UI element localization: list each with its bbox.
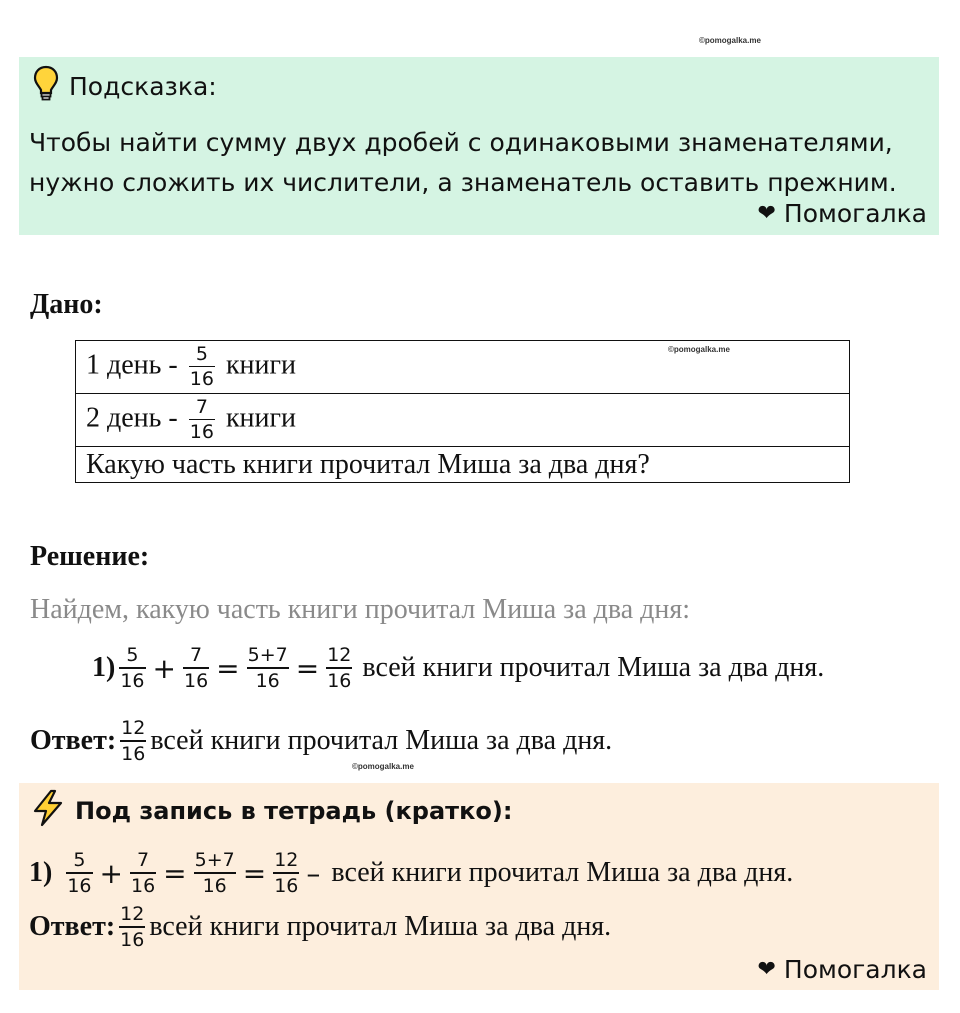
denominator: 16 [202, 874, 227, 897]
denominator: 16 [274, 874, 299, 897]
numerator: 5+7 [247, 644, 288, 666]
row-prefix: 2 день - [86, 402, 178, 434]
lightning-icon [31, 789, 65, 833]
numerator: 12 [274, 849, 299, 871]
fraction [183, 646, 209, 691]
watermark: ©pomogalka.me [699, 36, 761, 45]
numerator: 7 [195, 395, 208, 418]
heart-icon: ❤ [757, 957, 776, 982]
row-prefix: 1 день - [86, 349, 178, 381]
answer-label: Ответ: [30, 725, 117, 757]
denominator: 16 [189, 368, 214, 391]
equals-sign: = [216, 651, 240, 685]
hint-title: Подсказка: [69, 71, 217, 101]
equals-sign: = [163, 856, 187, 890]
numerator: 12 [327, 644, 352, 666]
notebook-step [29, 851, 793, 896]
notebook-answer [29, 905, 611, 950]
fraction [66, 851, 92, 896]
hint-box [19, 57, 939, 235]
fraction [119, 646, 145, 691]
denominator: 16 [183, 669, 209, 692]
row-suffix: книги [225, 349, 296, 381]
notebook-box [19, 783, 939, 990]
heart-icon: ❤ [757, 201, 776, 226]
step-label: 1) [92, 652, 116, 684]
equals-sign: = [295, 651, 320, 685]
denominator: 16 [120, 928, 145, 951]
equals-sign: = [242, 856, 267, 890]
watermark: ©pomogalka.me [668, 345, 730, 354]
fraction [189, 342, 215, 391]
fraction [194, 851, 236, 896]
table-row [76, 394, 850, 447]
notebook-brand [757, 955, 927, 984]
watermark: ©pomogalka.me [352, 762, 414, 771]
numerator: 12 [121, 717, 146, 739]
given-heading: Дано: [30, 289, 103, 320]
numerator: 5 [73, 849, 86, 871]
given-row-day1 [76, 341, 850, 394]
fraction [120, 719, 146, 764]
fraction [130, 851, 156, 896]
row-suffix: книги [225, 402, 296, 434]
numerator: 12 [120, 903, 145, 925]
brand-label: Помогалка [783, 199, 927, 228]
fraction [119, 905, 145, 950]
denominator: 16 [189, 421, 214, 444]
solution-step [92, 646, 824, 691]
solution-heading: Решение: [30, 541, 150, 572]
numerator: 5 [126, 644, 139, 666]
given-table [75, 340, 850, 483]
solution-intro: Найдем, какую часть книги прочитал Миша за два дня: [30, 594, 691, 625]
given-row-day2 [76, 394, 850, 447]
numerator: 5+7 [194, 849, 235, 871]
lightbulb-icon [33, 65, 59, 107]
denominator: 16 [121, 742, 146, 765]
notebook-header [31, 789, 512, 833]
dash: – [306, 856, 321, 890]
notebook-title: Под запись в тетрадь (кратко): [75, 797, 513, 825]
denominator: 16 [130, 874, 156, 897]
denominator: 16 [67, 874, 92, 897]
hint-text [29, 123, 929, 203]
step-text: всей книги прочитал Миша за два дня. [331, 857, 794, 889]
answer-label: Ответ: [29, 911, 116, 943]
step-text: всей книги прочитал Миша за два дня. [362, 652, 825, 684]
solution-answer [30, 719, 612, 764]
step-label: 1) [29, 857, 53, 889]
hint-brand [757, 199, 927, 228]
answer-text: всей книги прочитал Миша за два дня. [150, 725, 613, 757]
denominator: 16 [120, 669, 145, 692]
answer-text: всей книги прочитал Миша за два дня. [149, 911, 612, 943]
fraction [189, 395, 215, 444]
plus-sign: + [99, 856, 123, 890]
hint-header [33, 65, 217, 107]
fraction [273, 851, 299, 896]
fraction [326, 646, 352, 691]
numerator: 7 [137, 849, 150, 871]
numerator: 5 [195, 342, 208, 365]
denominator: 16 [255, 669, 280, 692]
hint-text-line: нужно сложить их числители, а знаменатель оставить прежним. [29, 168, 897, 197]
hint-text-line: Чтобы найти сумму двух дробей с одинаковыми знаменателями, [29, 128, 893, 157]
numerator: 7 [190, 644, 203, 666]
brand-label: Помогалка [783, 955, 927, 984]
denominator: 16 [327, 669, 352, 692]
table-row [76, 341, 850, 394]
fraction [247, 646, 289, 691]
table-row [76, 447, 850, 483]
given-question: Какую часть книги прочитал Миша за два дня? [76, 447, 850, 483]
plus-sign: + [152, 651, 176, 685]
